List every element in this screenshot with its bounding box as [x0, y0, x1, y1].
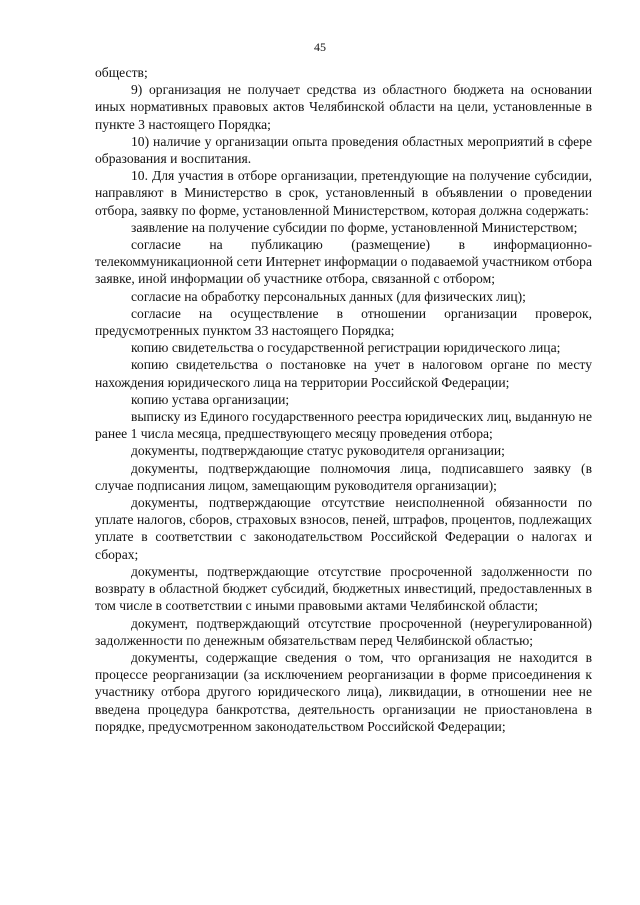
paragraph-item-9: 9) организация не получает средства из областного бюджета на основании иных нормативных правовых актов Челябинской области на цели, установленные в пункте 3 настоящего Порядка;	[95, 82, 592, 132]
paragraph-no-budget-arrears: документы, подтверждающие отсутствие просроченной задолженности по возврату в областной бюджет субсидий, бюджетных инвестиций, предоставленных в том числе в соответствии с иными правовыми актами Челябинской области;	[95, 563, 592, 614]
paragraph-continuation: обществ;	[95, 65, 148, 80]
document-body	[95, 64, 592, 735]
paragraph-charter-copy: копию устава организации;	[131, 391, 290, 407]
paragraph-personal-data-consent: согласие на обработку персональных данных (для физических лиц);	[131, 288, 526, 304]
paragraph-no-reorganization: документы, содержащие сведения о том, что организация не находится в процессе реорганизации (за исключением реорганизации в форме присоединения к участнику отбора другого юридического лица), ликвидации, в отношении нее не введена процедура банкротства, деятельность организации не приостановлена в порядке, предусмотренном законодательством Российской Федерации;	[95, 649, 592, 734]
paragraph-tax-certificate: копию свидетельства о постановке на учет в налоговом органе по месту нахождения юридического лица на территории Российской Федерации;	[95, 357, 592, 390]
page-number: 45	[314, 40, 326, 54]
paragraph-registration-certificate: копию свидетельства о государственной регистрации юридического лица;	[131, 340, 561, 356]
paragraph-item-10: 10) наличие у организации опыта проведения областных мероприятий в сфере образования и воспитания.	[95, 133, 592, 167]
paragraph-head-status: документы, подтверждающие статус руководителя организации;	[131, 443, 505, 459]
paragraph-publication-consent: согласие на публикацию (размещение) в информационно-телекоммуникационной сети Интернет информации о подаваемой участником отбора заявке, иной информации об участнике отбора, связанной с отбором;	[95, 237, 592, 287]
paragraph-application: заявление на получение субсидии по форме, установленной Министерством;	[131, 219, 578, 235]
paragraph-signer-authority: документы, подтверждающие полномочия лица, подписавшего заявку (в случае подписания лицом, замещающим руководителя организации);	[95, 460, 592, 493]
paragraph-registry-extract: выписку из Единого государственного реестра юридических лиц, выданную не ранее 1 числа месяца, предшествующего месяцу проведения отбора;	[95, 409, 592, 442]
paragraph-no-monetary-arrears: документ, подтверждающий отсутствие просроченной (неурегулированной) задолженности по денежным обязательствам перед Челябинской областью;	[95, 615, 592, 648]
paragraph-clause-10: 10. Для участия в отборе организации, претендующие на получение субсидии, направляют в Министерство в срок, установленный в объявлении о проведении отбора, заявку по форме, установленной Министерством, которая должна содержать:	[95, 168, 592, 218]
paragraph-inspection-consent: согласие на осуществление в отношении организации проверок, предусмотренных пунктом 33 настоящего Порядка;	[95, 305, 592, 339]
paragraph-no-tax-debt: документы, подтверждающие отсутствие неисполненной обязанности по уплате налогов, сборов, страховых взносов, пеней, штрафов, процентов, подлежащих уплате в соответствии с законодательством Российской Федерации о налогах и сборах;	[95, 495, 592, 562]
